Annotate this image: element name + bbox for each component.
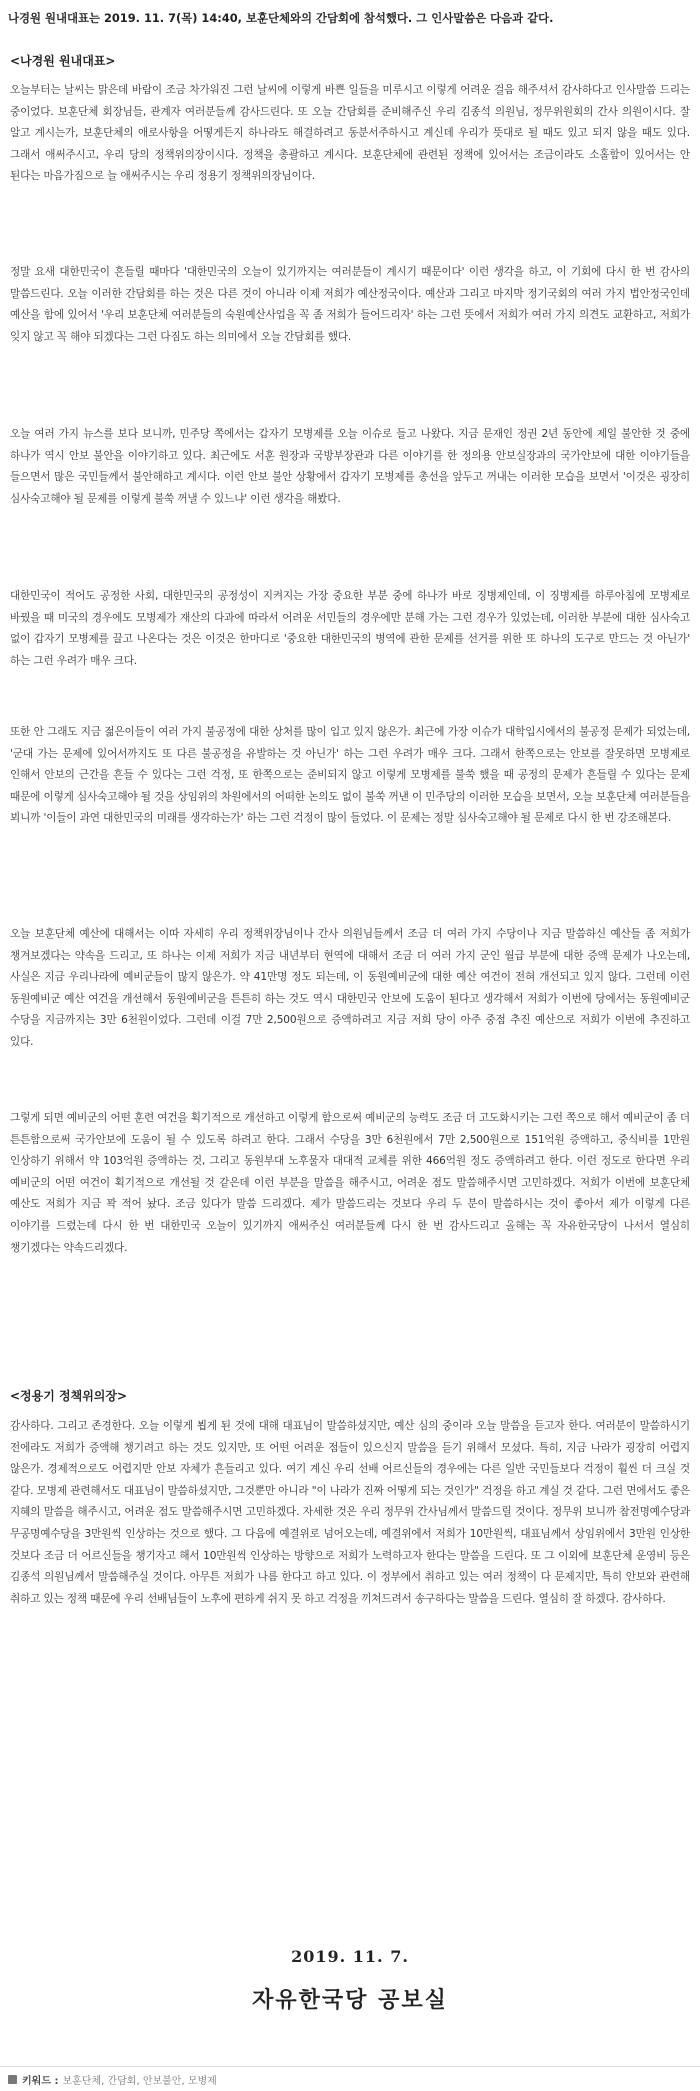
release-date: 2019. 11. 7. xyxy=(291,1947,409,1966)
paragraph-6: 오늘 보훈단체 예산에 대해서는 이따 자세히 우리 정책위장님이나 간사 의원님들께서 조금 더 여러 가지 수당이나 지금 말씀하신 예산들 좀 저희가 챙겨보겠다는 약속을 드리고, 또 하나는 이제 저희가 지금 내년부터 현역에 대해서 조금 더 여러 가지 군인 월급 부분에 대한 증액 문제가 나오는데, 사실은 지금 우리나라에 예비군들이 많지 않은가. 약 41만명 정도 되는데, 이 동원예비군에 대한 예산 여건이 전혀 개선되고 있지 않다. 그런데 이런 동원예비군 예산 여건을 개선해서 동원예비군을 튼튼히 하는 것도 역시 대한민국 안보에 도움이 된다고 생각해서 저희가 이번에 당에서는 동원예비군 수당을 지금까지는 3만 6천원이었다. 그런데 이걸 7만 2,500원으로 증액하려고 지금 저희 당이 아주 중점 추진 예산으로 저희가 이번에 추진하고 있다. xyxy=(10,928,690,1048)
keyword-list xyxy=(62,2072,216,2087)
issuing-office: 자유한국당 공보실 xyxy=(252,1988,448,2013)
section-heading-jung: <정용기 정책위의장> xyxy=(10,1389,128,1403)
paragraph-2: 정말 요새 대한민국이 흔들릴 때마다 '대한민국의 오늘이 있기까지는 여러분들이 계시기 때문이다' 이런 생각을 하고, 이 기회에 다시 한 번 감사의 말씀드린다. 오늘 이러한 간담회를 하는 것은 다른 것이 아니라 이제 저희가 예산정국이다. 예산과 그리고 마지막 정기국회의 여러 가지 법안정국인데 예산을 함에 있어서 '우리 보훈단체 여러분들의 숙원예산사업을 꼭 좀 저희가 들어드리자' 하는 그런 뜻에서 저희가 여러 가지 의견도 교환하고, 저희가 잊지 않고 꼭 해야 되겠다는 그런 다짐도 하는 의미에서 오늘 간담회를 했다. xyxy=(10,266,690,343)
keyword-link[interactable]: , 간담회 xyxy=(101,2072,136,2087)
tag-icon xyxy=(8,2075,17,2084)
intro-line: 나경원 원내대표는 2019. 11. 7(목) 14:40, 보훈단체와의 간담회에 참석했다. 그 인사말씀은 다음과 같다. xyxy=(8,11,554,25)
keyword-link[interactable]: 보훈단체 xyxy=(62,2075,102,2087)
paragraph-8: 감사하다. 그리고 존경한다. 오늘 이렇게 뵙게 된 것에 대해 대표님이 말씀하셨지만, 예산 심의 중이라 오늘 말씀을 듣고자 한다. 여러분이 말씀하시기 전에라도 저희가 증액해 챙기려고 하는 것도 있지만, 또 어떤 어려운 점들이 있으신지 말씀을 듣기 위해서 모셨다. 특히, 지금 나라가 굉장히 어렵지 않은가. 경제적으로도 어렵지만 안보 자체가 흔들리고 있다. 여기 계신 우리 선배 어르신들의 경우에는 다른 일반 국민들보다 걱정이 훨씬 더 크실 것 같다. 모병제 관련해서도 대표님이 말씀하셨지만, 그것뿐만 아니라 "이 나라가 진짜 어떻게 되는 것인가" 걱정을 하고 계실 것 같다. 그런 면에서도 좋은 지혜의 말씀을 해주시고, 어려운 점도 말씀해주시면 고민하겠다. 자세한 것은 우리 정무위 간사님께서 말씀드릴 것이다. 정무위 보니까 참전명예수당과 무공명예수당을 3만원씩 인상하는 것으로 했다. 그 다음에 예결위로 넘어오는데, 예결위에서 저희가 10만원씩, 대표님께서 상임위에서 3만원 인상한 것보다 조금 더 어르신들을 챙기자고 해서 10만원씩 인상하는 방향으로 저희가 노력하고자 한다는 말씀을 드린다. 또 그 이외에 보훈단체 운영비 등은 김종석 의원님께서 말씀해주실 것이다. 아무튼 저희가 나름 한다고 하고 있다. 이 정부에서 취하고 있는 여러 정책이 다 문제지만, 특히 안보와 관련해 취하고 있는 정책 때문에 우리 선배님들이 노후에 편하게 쉬지 못 하고 걱정을 끼쳐드려서 송구하다는 말씀을 드린다. 열심히 잘 하겠다. 감사하다. xyxy=(10,1420,690,1605)
paragraph-7: 그렇게 되면 예비군의 어떤 훈련 여건을 획기적으로 개선하고 이렇게 함으로써 예비군의 능력도 조금 더 고도화시키는 그런 쪽으로 해서 예비군이 좀 더 튼튼함으로써 국가안보에 도움이 될 수 있도록 하려고 한다. 그래서 수당을 3만 6천원에서 7만 2,500원으로 151억원 증액하고, 중식비를 1만원 인상하기 위해서 약 103억원 증액하는 것, 그리고 동원부대 노후물자 대대적 교체를 위한 466억원 정도 증액하려고 한다. 이런 정도로 한다면 우리 예비군의 어떤 여건이 획기적으로 개선될 것 같은데 이런 부분을 말씀을 해주시고, 어려운 점도 말씀해주시면 고민하겠다. 저희가 이번에 보훈단체 예산도 저희가 지금 꽉 적어 놨다. 조금 있다가 말씀 드리겠다. 제가 말씀드리는 것보다 우리 두 분이 말씀하시는 것이 좋아서 제가 이렇게 다른 이야기를 드렸는데 다시 한 번 대한민국 오늘이 있기까지 애써주신 여러분들께 다시 한 번 감사드리고 올해는 꼭 자유한국당이 나서서 열심히 챙기겠다는 약속드리겠다. xyxy=(10,1112,690,1254)
paragraph-1: 오늘부터는 날씨는 맑은데 바람이 조금 차가워진 그런 날씨에 이렇게 바쁜 일들을 미루시고 이렇게 어려운 걸음 해주셔서 감사하다고 인사말씀 드리는 중이었다. 보훈단체 회장님들, 관계자 여러분들께 감사드린다. 또 오늘 간담회를 준비해주신 우리 김종석 의원님, 정무위원회의 간사 의원이시다. 잘 알고 계시는가, 보훈단체의 애로사항을 어떻게든지 하나라도 해결하려고 동분서주하시고 계신데 우리가 뜻대로 될 때도 있고 되지 않을 때도 있다. 그래서 애써주시고, 우리 당의 정책위의장이시다. 정책을 총괄하고 계시다. 보훈단체에 관련된 정책에 있어서는 조금이라도 소홀함이 있어서는 안 된다는 마음가짐으로 늘 애써주시는 우리 정용기 정책위의장님이다. xyxy=(10,84,690,183)
paragraph-3: 오늘 여러 가지 뉴스를 보다 보니까, 민주당 쪽에서는 갑자기 모병제를 오늘 이슈로 들고 나왔다. 지금 문재인 정권 2년 동안에 제일 불안한 것 중에 하나가 역시 안보 불안을 이야기하고 있다. 최근에도 서훈 원장과 국방부장관과 다른 이야기를 한 정의용 안보실장과의 국가안보에 대한 이야기들을 들으면서 많은 국민들께서 불안해하고 계시다. 이런 안보 불안 상황에서 갑자기 모병제를 총선을 앞두고 꺼내는 이러한 모습을 보면서 '이것은 굉장히 심사숙고해야 될 문제를 이렇게 불쑥 꺼낼 수 있느냐' 이런 생각을 해봤다. xyxy=(10,428,690,505)
keyword-link[interactable]: , 모병제 xyxy=(181,2072,216,2087)
keywords-bar xyxy=(0,2066,700,2091)
paragraph-5: 또한 안 그래도 지금 젊은이들이 여러 가지 불공정에 대한 상처를 많이 입고 있지 않은가. 최근에 가장 이슈가 대학입시에서의 불공정 문제가 되었는데, '군대 가는 문제에 있어서까지도 또 다른 불공정을 유발하는 것 아닌가' 하는 그런 우려가 매우 크다. 그래서 한쪽으로는 안보를 잘못하면 모병제로 인해서 안보의 근간을 흔들 수 있다는 그런 걱정, 또 한쪽으로는 준비되지 않고 이렇게 모병제를 불쑥 했을 때 공정의 문제가 흔들릴 수 있다는 문제 때문에 이렇게 심사숙고해야 될 것을 상임위의 차원에서의 어떠한 논의도 없이 불쑥 꺼낸 이 민주당의 이러한 모습을 보면서, 오늘 보훈단체 여러분들을 뵈니까 '이들이 과연 대한민국의 미래를 생각하는가' 하는 그런 걱정이 많이 들었다. 이 문제는 정말 심사숙고해야 될 문제로 다시 한 번 강조해본다. xyxy=(10,726,690,825)
keywords-label: 키워드 : xyxy=(22,2075,59,2087)
keyword-link[interactable]: , 안보불안 xyxy=(136,2072,181,2087)
paragraph-4: 대한민국이 적어도 공정한 사회, 대한민국의 공정성이 지켜지는 가장 중요한 부분 중에 하나가 바로 징병제인데, 이 징병제를 하루아침에 모병제로 바꿨을 때 미국의 경우에도 모병제가 재산의 다과에 따라서 어려운 서민들의 경우에만 분해 가는 그런 경우가 있었는데, 이러한 부분에 대한 심사숙고 없이 갑자기 모병제를 끌고 나온다는 것은 이것은 한마디로 '중요한 대한민국의 병역에 관한 문제를 선거를 위한 또 하나의 도구로 만드는 것 아닌가' 하는 그런 우려가 매우 크다. xyxy=(10,590,690,667)
section-heading-na: <나경원 원내대표> xyxy=(10,54,116,68)
